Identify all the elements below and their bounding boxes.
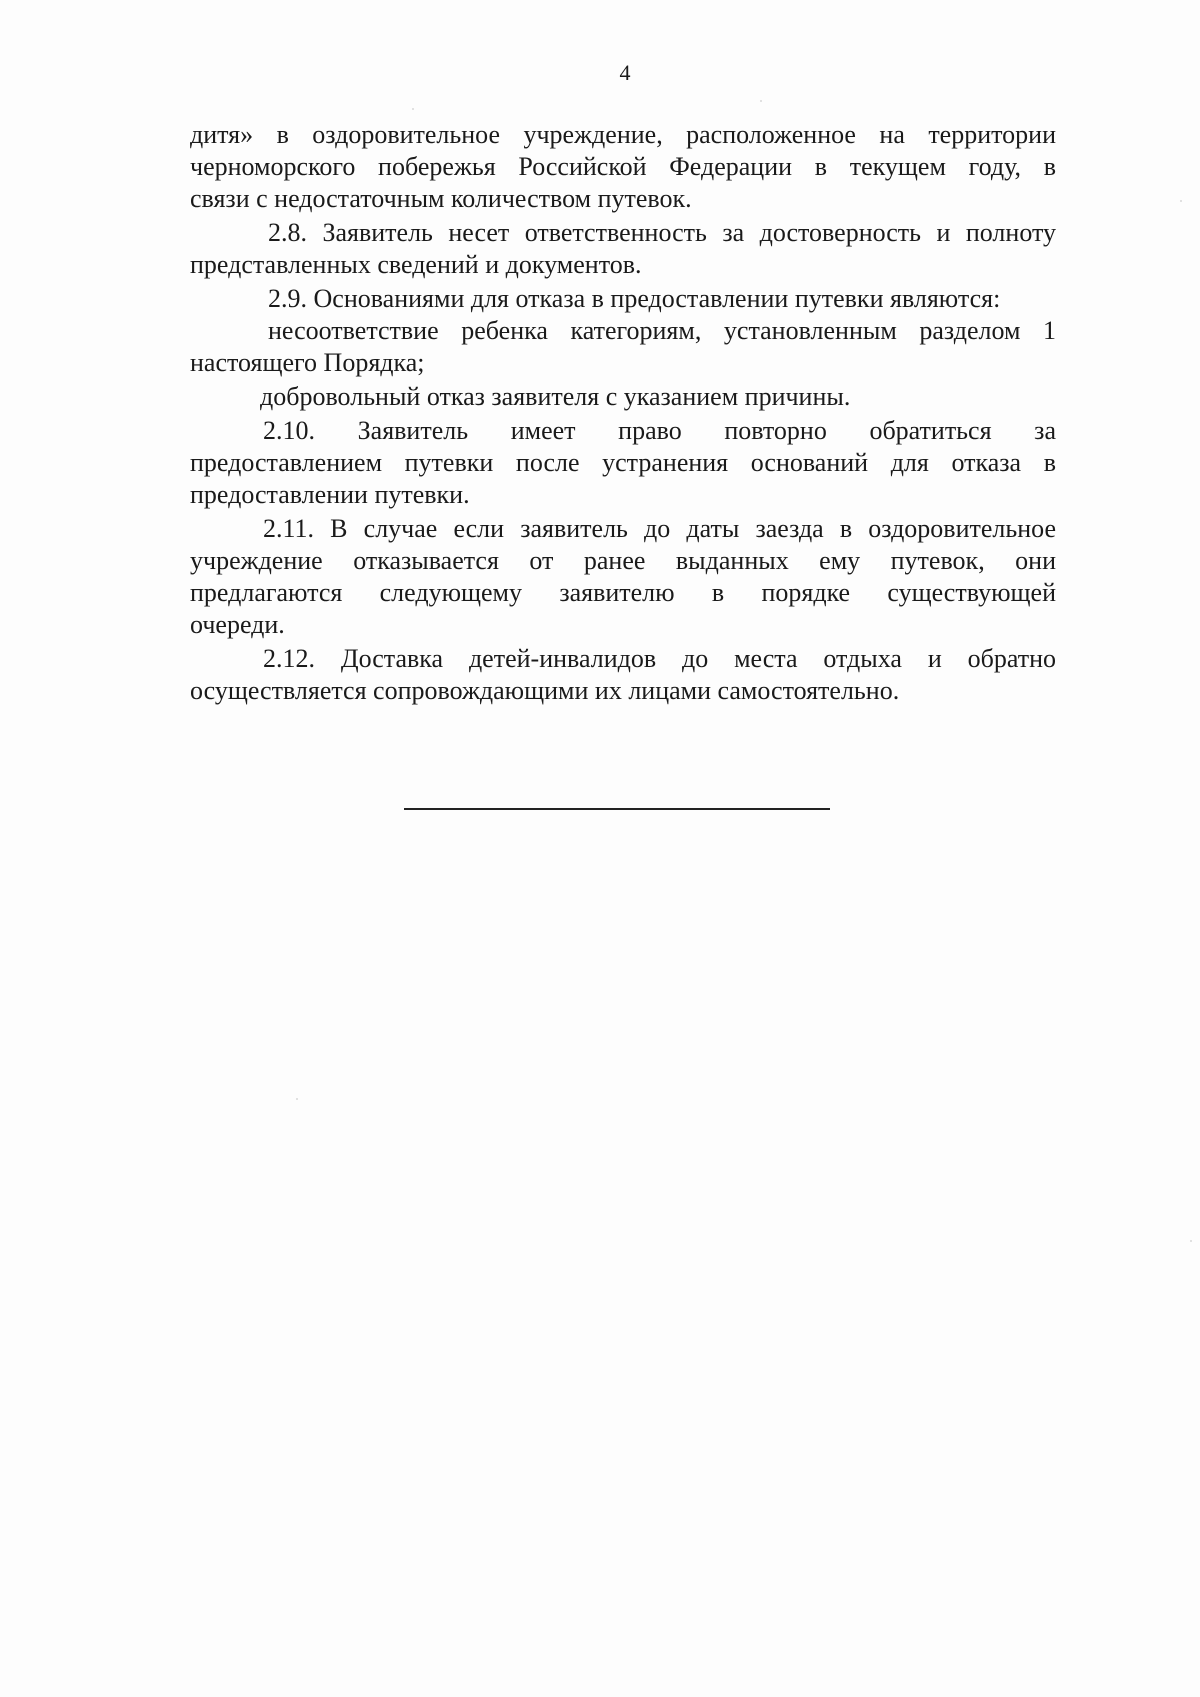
scan-speck <box>296 1098 298 1100</box>
text-line: осуществляется сопровождающими их лицами самостоятельно. <box>190 676 900 705</box>
text-line: предоставлением путевки после устранения оснований для отказа в <box>190 448 1056 477</box>
scan-speck <box>1190 1240 1192 1242</box>
text-line: несоответствие ребенка категориям, установленным разделом 1 <box>268 316 1056 345</box>
scan-speck <box>760 100 762 102</box>
text-line: учреждение отказывается от ранее выданных ему путевок, они <box>190 546 1056 575</box>
closing-rule <box>404 808 830 810</box>
document-body <box>190 119 1056 707</box>
scan-speck <box>412 108 414 110</box>
paragraph-2-8: 2.8. Заявитель несет ответственность за достоверность и полноту <box>268 218 1056 247</box>
paragraph-2-12: 2.12. Доставка детей-инвалидов до места отдыха и обратно <box>263 644 1056 673</box>
text-line: представленных сведений и документов. <box>190 250 642 279</box>
text-line: предоставлении путевки. <box>190 480 470 509</box>
paragraph-2-10: 2.10. Заявитель имеет право повторно обратиться за <box>263 416 1056 445</box>
text-line: очереди. <box>190 610 285 639</box>
text-line: добровольный отказ заявителя с указанием причины. <box>260 382 851 411</box>
text-line: дитя» в оздоровительное учреждение, расположенное на территории <box>190 120 1056 149</box>
text-line: черноморского побережья Российской Федерации в текущем году, в <box>190 152 1056 181</box>
text-line: связи с недостаточным количеством путевок. <box>190 184 692 213</box>
text-line: предлагаются следующему заявителю в порядке существующей <box>190 578 1056 607</box>
paragraph-2-9: 2.9. Основаниями для отказа в предоставлении путевки являются: <box>268 284 1001 313</box>
page-number: 4 <box>619 60 631 85</box>
paragraph-2-11: 2.11. В случае если заявитель до даты заезда в оздоровительное <box>263 514 1056 543</box>
scan-speck <box>1180 200 1182 202</box>
text-line: настоящего Порядка; <box>190 348 425 377</box>
